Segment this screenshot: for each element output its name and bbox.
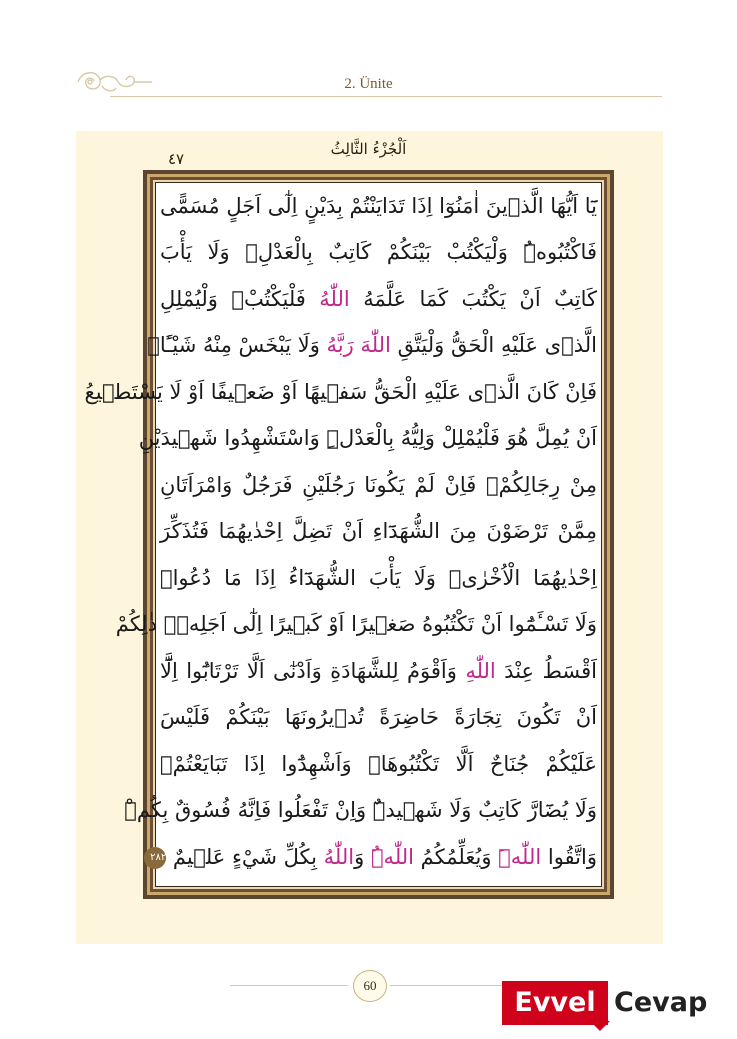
line-text: وَاَقْوَمُ لِلشَّهَادَةِ وَاَدْنٰٓى اَلَّا تَرْتَابُٓوا اِلَّٓا	[160, 659, 466, 683]
line-text: وَاتَّقُوا	[541, 845, 597, 869]
line-text: اَقْسَطُ عِنْدَ	[495, 659, 598, 683]
divine-name: اللّٰهُۜ	[370, 845, 414, 869]
divine-name: اللّٰهَ رَبَّهُ	[326, 333, 391, 357]
line-text: فَاكْتُبُوهُۜ وَلْيَكْتُبْ بَيْنَكُمْ كَاتِبٌ بِالْعَدْلِۖ وَلَا يَأْبَ	[160, 240, 597, 264]
juz-title: اَلْجُزْءُ الثَّالِثُ	[330, 140, 407, 158]
evvel-cevap-logo	[502, 981, 722, 1029]
verse-line	[160, 232, 597, 272]
line-text: مِنْ رِجَالِكُمْۚ فَاِنْ لَمْ يَكُونَا رَجُلَيْنِ فَرَجُلٌ وَامْرَاَتَانِ	[160, 473, 597, 497]
speech-bubble-tail-icon	[590, 1021, 610, 1031]
header-divider	[110, 96, 662, 97]
mushaf-page-number: ٤٧	[168, 150, 185, 168]
line-text: فَاِنْ كَانَ الَّذٖى عَلَيْهِ الْحَقُّ سَفٖيهًا اَوْ ضَعٖيفًا اَوْ لَا يَسْتَطٖيعُ	[84, 380, 597, 404]
verse-line	[147, 325, 597, 365]
divine-name: اللّٰهِ	[465, 659, 496, 683]
verse-line	[138, 418, 597, 458]
verse-line	[160, 651, 597, 691]
verse-line	[160, 465, 597, 505]
line-text: فَلْيَكْتُبْۚ وَلْيُمْلِلِ	[160, 287, 320, 311]
line-text: اِحْدٰيهُمَا الْاُخْرٰىۜ وَلَا يَأْبَ الشُّهَدَٓاءُ اِذَا مَا دُعُواۜ	[160, 566, 597, 590]
verse-line	[84, 372, 597, 412]
line-text: وَ	[354, 845, 371, 869]
verse-line	[115, 604, 597, 644]
line-text: عَلَيْكُمْ جُنَاحٌ اَلَّا تَكْتُبُوهَاۜ وَاَشْهِدُٓوا اِذَا تَبَايَعْتُمْۖ	[160, 752, 597, 776]
verse-lines	[84, 186, 598, 883]
footer-divider-left	[230, 985, 348, 986]
logo-part-evvel: Evvel	[502, 981, 608, 1025]
divine-name: اللّٰهُ	[319, 287, 350, 311]
line-text: وَلَا يَبْخَسْ مِنْهُ شَيْـًٔاۜ	[147, 333, 327, 357]
line-text: يَٓا اَيُّهَا الَّذٖينَ اٰمَنُوٓا اِذَا تَدَايَنْتُمْ بِدَيْنٍ اِلٰٓى اَجَلٍ مُسَمًّى	[160, 194, 597, 218]
line-text: كَاتِبٌ اَنْ يَكْتُبَ كَمَا عَلَّمَهُ	[349, 287, 598, 311]
logo-part-cevap: Cevap	[614, 987, 708, 1018]
ayah-number-badge: ٢٨٢	[144, 847, 166, 869]
verse-line	[160, 511, 597, 551]
verse-line	[150, 837, 597, 877]
verse-line	[160, 744, 597, 784]
line-text: اَنْ تَكُونَ تِجَارَةً حَاضِرَةً تُدٖيرُونَهَا بَيْنَكُمْ فَلَيْسَ	[160, 705, 597, 729]
verse-line	[124, 790, 597, 830]
line-text: وَلَا تَسْـَٔمُٓوا اَنْ تَكْتُبُوهُ صَغٖيرًا اَوْ كَبٖيرًا اِلٰٓى اَجَلِهٖۜ ذٰلِكُمْ	[115, 612, 597, 636]
verse-line	[160, 558, 597, 598]
line-text: وَيُعَلِّمُكُمُ	[414, 845, 499, 869]
line-text: وَلَا يُضَٓارَّ كَاتِبٌ وَلَا شَهٖيدٌۜ وَاِنْ تَفْعَلُوا فَاِنَّهُ فُسُوقٌ بِكُمْۜ	[124, 798, 597, 822]
page-number-badge: 60	[353, 970, 387, 1002]
line-text: اَنْ يُمِلَّ هُوَ فَلْيُمْلِلْ وَلِيُّهُ بِالْعَدْلِۜ وَاسْتَشْهِدُوا شَهٖيدَيْنِ	[138, 426, 597, 450]
verse-line	[160, 186, 597, 226]
line-text: بِكُلِّ شَيْءٍ عَلٖيمٌ	[172, 845, 324, 869]
verse-line	[160, 279, 597, 319]
verse-line	[160, 697, 597, 737]
line-text: الَّذٖى عَلَيْهِ الْحَقُّ وَلْيَتَّقِ	[390, 333, 597, 357]
footer-divider-right	[390, 985, 508, 986]
line-text: مِمَّنْ تَرْضَوْنَ مِنَ الشُّهَدَٓاءِ اَنْ تَضِلَّ اِحْدٰيهُمَا فَتُذَكِّرَ	[160, 519, 597, 543]
unit-title: 2. Ünite	[344, 76, 393, 92]
divine-name: اللّٰهَۜ	[498, 845, 542, 869]
divine-name: اللّٰهُ	[323, 845, 355, 869]
